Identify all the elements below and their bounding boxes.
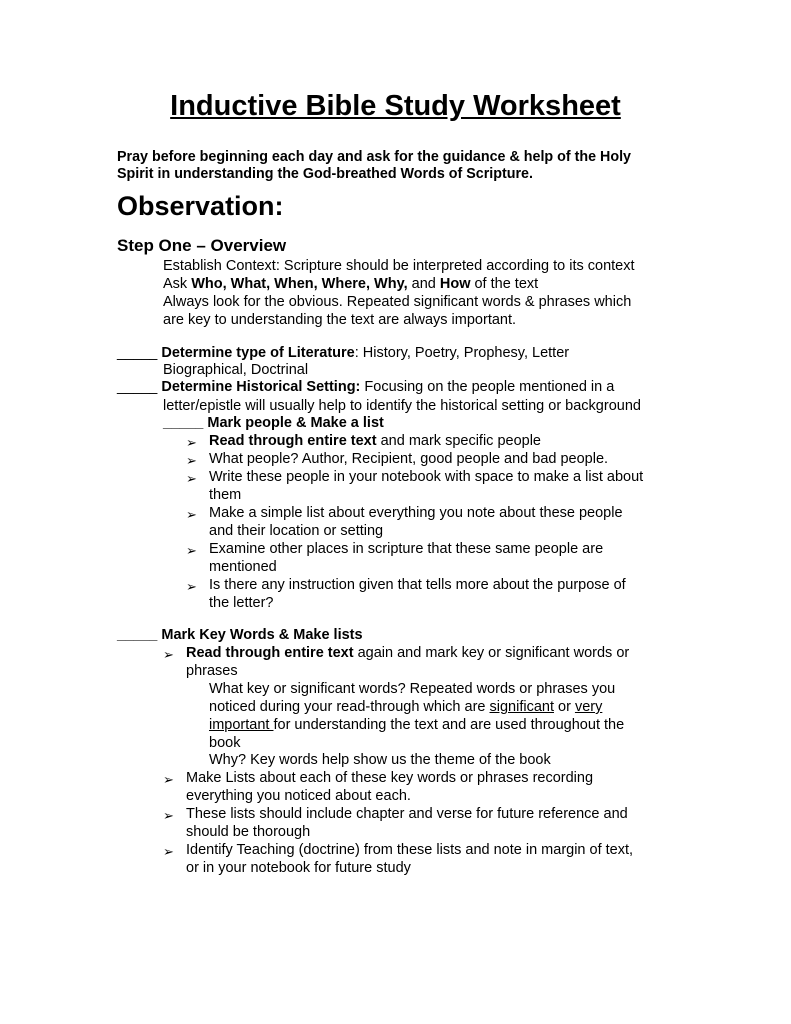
literature-line-2: Biographical, Doctrinal (163, 362, 309, 378)
context-line: Establish Context: Scripture should be interpreted according to its context (163, 258, 635, 274)
key-bullet-1 (186, 645, 629, 662)
arrow-bullet-icon: ➢ (163, 772, 174, 787)
key-bullet-1-rest: again and mark key or significant words or (353, 645, 630, 661)
very-word: very (574, 699, 603, 715)
why-line: Why? Key words help show us the theme of the book (209, 752, 551, 768)
mark-people-label: Mark people & Make a list (207, 415, 384, 431)
people-bullet-5-line-1: Examine other places in scripture that these same people are (209, 541, 604, 557)
people-bullet-6-line-2: the letter? (209, 595, 274, 611)
ask-and: and (407, 276, 440, 292)
intro-line-2: Spirit in understanding the God-breathed Words of Scripture. (117, 166, 533, 182)
important-word: important (209, 717, 274, 733)
or-word: or (553, 699, 575, 715)
arrow-bullet-icon: ➢ (186, 543, 197, 558)
what-line-3-text: for understanding the text and are used throughout the (273, 717, 625, 733)
key-words-blank: _____ (117, 627, 158, 643)
arrow-bullet-icon: ➢ (186, 453, 197, 468)
key-bullet-2-line-2: everything you noticed about each. (186, 788, 411, 804)
ask-suffix: of the text (470, 276, 539, 292)
literature-types: : History, Poetry, Prophesy, Letter (354, 345, 570, 361)
key-bullet-4-line-1: Identify Teaching (doctrine) from these lists and note in margin of text, (186, 842, 634, 858)
historical-desc: Focusing on the people mentioned in a (360, 379, 615, 395)
people-bullet-1 (209, 433, 541, 450)
ask-questions: Who, What, When, Where, Why, (191, 276, 408, 292)
people-bullet-1-bold: Read through entire text (209, 433, 377, 449)
ask-line (163, 276, 538, 293)
ask-prefix: Ask (163, 276, 192, 292)
key-bullet-3-line-1: These lists should include chapter and verse for future reference and (186, 806, 628, 822)
people-bullet-4-line-1: Make a simple list about everything you note about these people (209, 505, 623, 521)
historical-line (117, 379, 614, 396)
obvious-line-1: Always look for the obvious. Repeated significant words & phrases which (163, 294, 632, 310)
what-line-3 (209, 717, 624, 734)
mark-people-line (163, 415, 384, 432)
page-title: Inductive Bible Study Worksheet (170, 90, 621, 122)
intro-line-1: Pray before beginning each day and ask for the guidance & help of the Holy (117, 149, 631, 165)
people-bullet-3-line-2: them (209, 487, 242, 503)
people-bullet-6-line-1: Is there any instruction given that tells more about the purpose of (209, 577, 626, 593)
ask-how: How (439, 276, 471, 292)
historical-label: Determine Historical Setting: (161, 379, 361, 395)
literature-blank: _____ (117, 345, 158, 361)
step-one-heading: Step One – Overview (117, 236, 287, 255)
people-bullet-1-rest: and mark specific people (376, 433, 541, 449)
historical-blank: _____ (117, 379, 158, 395)
arrow-bullet-icon: ➢ (163, 844, 174, 859)
arrow-bullet-icon: ➢ (163, 647, 174, 662)
key-bullet-2-line-1: Make Lists about each of these key words or phrases recording (186, 770, 594, 786)
what-line-2-text: noticed during your read-through which are (209, 699, 490, 715)
people-bullet-5-line-2: mentioned (209, 559, 277, 575)
observation-heading: Observation: (117, 191, 284, 221)
literature-label: Determine type of Literature (161, 345, 355, 361)
what-line-2 (209, 699, 602, 716)
key-words-line (117, 627, 363, 644)
key-words-label: Mark Key Words & Make lists (161, 627, 363, 643)
key-bullet-1-line-2: phrases (186, 663, 238, 679)
arrow-bullet-icon: ➢ (163, 808, 174, 823)
obvious-line-2: are key to understanding the text are always important. (163, 312, 517, 328)
arrow-bullet-icon: ➢ (186, 507, 197, 522)
what-line-4: book (209, 735, 241, 751)
people-bullet-3-line-1: Write these people in your notebook with space to make a list about (209, 469, 644, 485)
key-bullet-1-bold: Read through entire text (186, 645, 354, 661)
mark-people-blank: _____ (163, 415, 204, 431)
people-bullet-2: What people? Author, Recipient, good people and bad people. (209, 451, 609, 467)
what-line-1: What key or significant words? Repeated words or phrases you (209, 681, 616, 697)
significant-word: significant (489, 699, 554, 715)
people-bullet-4-line-2: and their location or setting (209, 523, 384, 539)
literature-line (117, 345, 569, 362)
arrow-bullet-icon: ➢ (186, 579, 197, 594)
key-bullet-4-line-2: or in your notebook for future study (186, 860, 411, 876)
arrow-bullet-icon: ➢ (186, 435, 197, 450)
arrow-bullet-icon: ➢ (186, 471, 197, 486)
key-bullet-3-line-2: should be thorough (186, 824, 311, 840)
historical-line-2: letter/epistle will usually help to identify the historical setting or background (163, 398, 641, 414)
